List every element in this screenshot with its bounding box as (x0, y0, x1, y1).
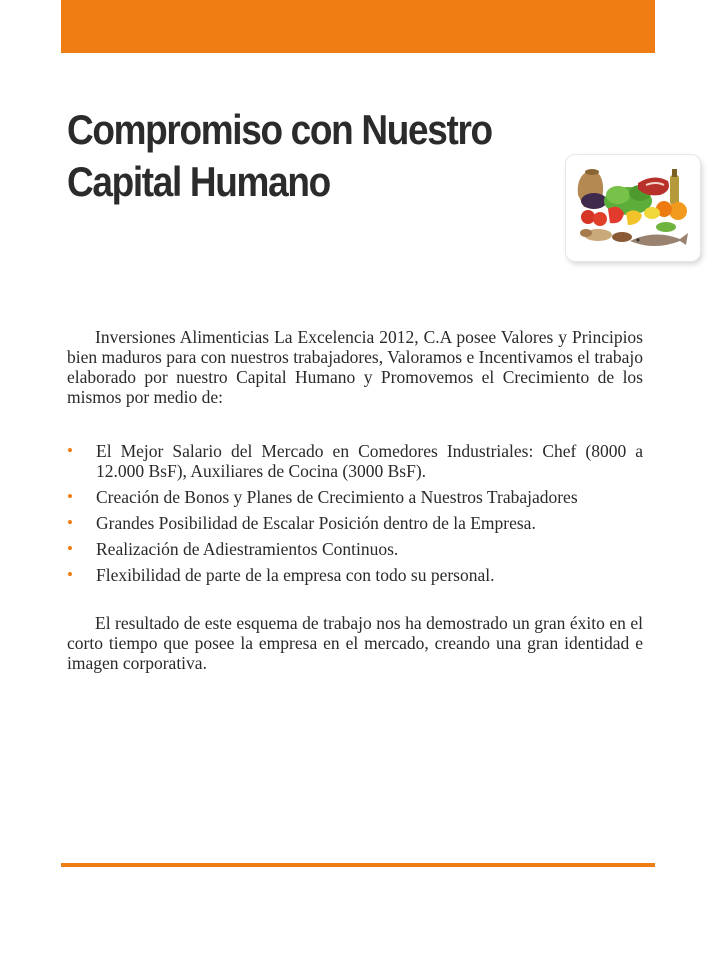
bullet-icon: • (67, 565, 73, 584)
list-item (67, 487, 643, 507)
bullet-icon: • (67, 539, 73, 558)
benefits-list (67, 441, 643, 585)
list-item-text: Creación de Bonos y Planes de Crecimiento a Nuestros Trabajadores (96, 487, 578, 507)
intro-paragraph: Inversiones Alimenticias La Excelencia 2012, C.A posee Valores y Principios bien maduros para con nuestros trabajadores, Valoramos e Incentivamos el trabajo elaborado por nuestro Capital Humano y Promovemos el Crecimiento de los mismos por medio de: (67, 327, 643, 407)
bullet-icon: • (67, 513, 73, 532)
list-item (67, 513, 643, 533)
list-item-text: Realización de Adiestramientos Continuos. (96, 539, 399, 559)
food-image (566, 155, 700, 261)
list-item (67, 441, 643, 481)
bullet-icon: • (67, 441, 73, 460)
top-accent-bar (61, 0, 655, 53)
list-item-text: Flexibilidad de parte de la empresa con todo su personal. (96, 565, 495, 585)
content-body (67, 327, 643, 673)
bullet-icon: • (67, 487, 73, 506)
conclusion-paragraph: El resultado de este esquema de trabajo nos ha demostrado un gran éxito en el corto tiempo que posee la empresa en el mercado, creando una gran identidad e imagen corporativa. (67, 613, 643, 673)
list-item-text: El Mejor Salario del Mercado en Comedores Industriales: Chef (8000 a 12.000 BsF), Auxiliares de Cocina (3000 BsF). (96, 441, 643, 481)
food-basket-icon (566, 155, 700, 261)
title-line-2: Capital Humano (67, 158, 330, 205)
bottom-accent-line (61, 863, 655, 867)
page-title (67, 104, 525, 208)
title-line-1: Compromiso con Nuestro (67, 106, 492, 153)
list-item (67, 565, 643, 585)
list-item-text: Grandes Posibilidad de Escalar Posición dentro de la Empresa. (96, 513, 536, 533)
list-item (67, 539, 643, 559)
